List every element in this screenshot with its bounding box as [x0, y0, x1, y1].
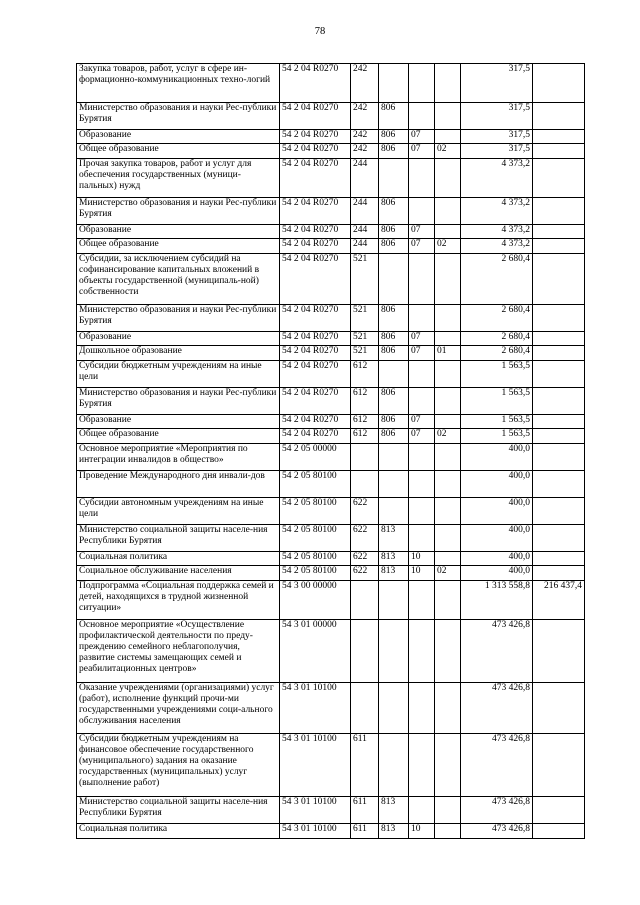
- section-cell: 07: [409, 346, 435, 361]
- amount-extra-cell: [533, 225, 585, 239]
- target-article-cell: 54 2 04 R0270: [280, 159, 351, 198]
- subsection-cell: [435, 64, 461, 103]
- amount-cell: 400,0: [461, 566, 533, 581]
- item-name-cell: Основное мероприятие «Осуществление профилактической деятельности по преду-преждению семейного неблагополучия, развитие системы замещающих семей и реабилитационных центров»: [77, 620, 280, 683]
- amount-cell: 1 563,5: [461, 388, 533, 415]
- ministry-code-cell: 813: [379, 525, 409, 552]
- page-number: 78: [314, 26, 326, 37]
- item-name-cell: Министерство социальной защиты населе-ния Республики Бурятия: [77, 525, 280, 552]
- subsection-cell: [435, 525, 461, 552]
- ministry-code-cell: [379, 498, 409, 525]
- amount-extra-cell: [533, 734, 585, 797]
- subsection-cell: 02: [435, 429, 461, 444]
- amount-cell: 1 313 558,8: [461, 581, 533, 620]
- item-name-cell: Образование: [77, 130, 280, 144]
- target-article-cell: 54 2 05 80100: [280, 525, 351, 552]
- section-cell: 07: [409, 332, 435, 346]
- table-row: [77, 346, 585, 361]
- item-name-cell: Субсидии, за исключением субсидий на софинансирование капитальных вложений в объекты государственной (муниципаль-ной) собственности: [77, 254, 280, 305]
- item-name-cell: Министерство социальной защиты населе-ния Республики Бурятия: [77, 797, 280, 824]
- amount-cell: 473 426,8: [461, 620, 533, 683]
- amount-extra-cell: [533, 388, 585, 415]
- subsection-cell: [435, 388, 461, 415]
- expense-type-cell: [351, 683, 379, 734]
- item-name-cell: Образование: [77, 332, 280, 346]
- section-cell: [409, 198, 435, 225]
- amount-cell: 4 373,2: [461, 239, 533, 254]
- section-cell: [409, 103, 435, 130]
- target-article-cell: 54 2 05 00000: [280, 444, 351, 471]
- amount-extra-cell: [533, 498, 585, 525]
- amount-extra-cell: [533, 64, 585, 103]
- table-row: [77, 444, 585, 471]
- amount-cell: 2 680,4: [461, 254, 533, 305]
- item-name-cell: Социальная политика: [77, 824, 280, 839]
- item-name-cell: Социальное обслуживание населения: [77, 566, 280, 581]
- expense-type-cell: 521: [351, 346, 379, 361]
- ministry-code-cell: [379, 581, 409, 620]
- amount-extra-cell: [533, 415, 585, 429]
- table-row: [77, 225, 585, 239]
- amount-cell: 4 373,2: [461, 159, 533, 198]
- amount-extra-cell: [533, 305, 585, 332]
- section-cell: 07: [409, 144, 435, 159]
- target-article-cell: 54 2 04 R0270: [280, 254, 351, 305]
- amount-cell: 1 563,5: [461, 361, 533, 388]
- table-row: [77, 254, 585, 305]
- amount-extra-cell: [533, 552, 585, 566]
- expense-type-cell: 611: [351, 824, 379, 839]
- expense-type-cell: 622: [351, 566, 379, 581]
- target-article-cell: 54 3 01 10100: [280, 734, 351, 797]
- item-name-cell: Министерство образования и науки Рес-публики Бурятия: [77, 305, 280, 332]
- item-name-cell: Дошкольное образование: [77, 346, 280, 361]
- ministry-code-cell: 806: [379, 332, 409, 346]
- target-article-cell: 54 2 04 R0270: [280, 346, 351, 361]
- subsection-cell: [435, 130, 461, 144]
- target-article-cell: 54 3 01 10100: [280, 797, 351, 824]
- amount-extra-cell: [533, 254, 585, 305]
- item-name-cell: Субсидии бюджетным учреждениям на иные цели: [77, 361, 280, 388]
- section-cell: [409, 581, 435, 620]
- amount-cell: 317,5: [461, 130, 533, 144]
- item-name-cell: Подпрограмма «Социальная поддержка семей и детей, находящихся в трудной жизненной ситуации»: [77, 581, 280, 620]
- expense-type-cell: [351, 620, 379, 683]
- subsection-cell: [435, 734, 461, 797]
- subsection-cell: 02: [435, 144, 461, 159]
- table-row: [77, 471, 585, 498]
- ministry-code-cell: 813: [379, 566, 409, 581]
- amount-extra-cell: [533, 332, 585, 346]
- section-cell: 10: [409, 824, 435, 839]
- target-article-cell: 54 2 04 R0270: [280, 429, 351, 444]
- amount-cell: 473 426,8: [461, 683, 533, 734]
- subsection-cell: [435, 797, 461, 824]
- target-article-cell: 54 2 04 R0270: [280, 103, 351, 130]
- section-cell: [409, 797, 435, 824]
- ministry-code-cell: 806: [379, 103, 409, 130]
- subsection-cell: [435, 159, 461, 198]
- subsection-cell: [435, 471, 461, 498]
- section-cell: 10: [409, 566, 435, 581]
- expense-type-cell: 521: [351, 254, 379, 305]
- section-cell: [409, 525, 435, 552]
- amount-cell: 2 680,4: [461, 346, 533, 361]
- table-row: [77, 581, 585, 620]
- ministry-code-cell: 806: [379, 388, 409, 415]
- amount-cell: 473 426,8: [461, 797, 533, 824]
- subsection-cell: [435, 824, 461, 839]
- amount-extra-cell: [533, 346, 585, 361]
- amount-cell: 400,0: [461, 525, 533, 552]
- ministry-code-cell: [379, 159, 409, 198]
- expense-type-cell: 242: [351, 144, 379, 159]
- target-article-cell: 54 2 04 R0270: [280, 239, 351, 254]
- amount-cell: 400,0: [461, 552, 533, 566]
- target-article-cell: 54 3 00 00000: [280, 581, 351, 620]
- target-article-cell: 54 2 04 R0270: [280, 361, 351, 388]
- amount-extra-cell: [533, 198, 585, 225]
- section-cell: [409, 305, 435, 332]
- item-name-cell: Субсидии автономным учреждениям на иные цели: [77, 498, 280, 525]
- amount-cell: 473 426,8: [461, 734, 533, 797]
- table-row: [77, 64, 585, 103]
- item-name-cell: Социальная политика: [77, 552, 280, 566]
- expense-type-cell: 244: [351, 225, 379, 239]
- expense-type-cell: 244: [351, 239, 379, 254]
- section-cell: [409, 254, 435, 305]
- amount-extra-cell: [533, 683, 585, 734]
- expense-type-cell: 612: [351, 429, 379, 444]
- table-row: [77, 566, 585, 581]
- subsection-cell: 02: [435, 239, 461, 254]
- expense-type-cell: 521: [351, 332, 379, 346]
- section-cell: [409, 620, 435, 683]
- amount-extra-cell: [533, 797, 585, 824]
- amount-extra-cell: [533, 429, 585, 444]
- expense-type-cell: 622: [351, 498, 379, 525]
- amount-cell: 317,5: [461, 103, 533, 130]
- ministry-code-cell: 806: [379, 305, 409, 332]
- amount-extra-cell: [533, 620, 585, 683]
- table-row: [77, 498, 585, 525]
- table-row: [77, 159, 585, 198]
- table-row: [77, 824, 585, 839]
- table-row: [77, 415, 585, 429]
- target-article-cell: 54 3 01 10100: [280, 824, 351, 839]
- subsection-cell: [435, 415, 461, 429]
- item-name-cell: Проведение Международного дня инвали-дов: [77, 471, 280, 498]
- item-name-cell: Общее образование: [77, 239, 280, 254]
- section-cell: [409, 444, 435, 471]
- amount-cell: 4 373,2: [461, 198, 533, 225]
- subsection-cell: [435, 444, 461, 471]
- ministry-code-cell: 806: [379, 429, 409, 444]
- amount-cell: 1 563,5: [461, 429, 533, 444]
- target-article-cell: 54 2 05 80100: [280, 552, 351, 566]
- amount-cell: 400,0: [461, 444, 533, 471]
- ministry-code-cell: 806: [379, 415, 409, 429]
- item-name-cell: Министерство образования и науки Рес-публики Бурятия: [77, 198, 280, 225]
- amount-extra-cell: [533, 471, 585, 498]
- item-name-cell: Основное мероприятие «Мероприятия по интеграции инвалидов в общество»: [77, 444, 280, 471]
- amount-extra-cell: [533, 824, 585, 839]
- subsection-cell: [435, 498, 461, 525]
- amount-cell: 400,0: [461, 498, 533, 525]
- target-article-cell: 54 3 01 00000: [280, 620, 351, 683]
- item-name-cell: Субсидии бюджетным учреждениям на финансовое обеспечение государственного (муниципального) задания на оказание государственных (муниципальных) услуг (выполнение работ): [77, 734, 280, 797]
- section-cell: [409, 683, 435, 734]
- ministry-code-cell: [379, 361, 409, 388]
- amount-cell: 2 680,4: [461, 305, 533, 332]
- amount-extra-cell: [533, 130, 585, 144]
- subsection-cell: [435, 620, 461, 683]
- table-row: [77, 332, 585, 346]
- budget-table: [76, 63, 585, 839]
- amount-cell: 400,0: [461, 471, 533, 498]
- section-cell: [409, 64, 435, 103]
- table-row: [77, 734, 585, 797]
- ministry-code-cell: [379, 683, 409, 734]
- amount-extra-cell: [533, 444, 585, 471]
- ministry-code-cell: 806: [379, 144, 409, 159]
- item-name-cell: Образование: [77, 415, 280, 429]
- ministry-code-cell: 806: [379, 130, 409, 144]
- item-name-cell: Прочая закупка товаров, работ и услуг для обеспечения государственных (муници-пальных) нужд: [77, 159, 280, 198]
- subsection-cell: [435, 683, 461, 734]
- expense-type-cell: 612: [351, 361, 379, 388]
- table-row: [77, 130, 585, 144]
- ministry-code-cell: [379, 620, 409, 683]
- item-name-cell: Общее образование: [77, 429, 280, 444]
- ministry-code-cell: 813: [379, 552, 409, 566]
- expense-type-cell: 612: [351, 415, 379, 429]
- ministry-code-cell: [379, 734, 409, 797]
- target-article-cell: 54 2 05 80100: [280, 471, 351, 498]
- section-cell: [409, 471, 435, 498]
- expense-type-cell: 242: [351, 130, 379, 144]
- amount-extra-cell: 216 437,4: [533, 581, 585, 620]
- target-article-cell: 54 2 04 R0270: [280, 198, 351, 225]
- subsection-cell: [435, 332, 461, 346]
- amount-cell: 317,5: [461, 144, 533, 159]
- subsection-cell: [435, 581, 461, 620]
- target-article-cell: 54 2 04 R0270: [280, 305, 351, 332]
- section-cell: [409, 498, 435, 525]
- expense-type-cell: [351, 444, 379, 471]
- table-row: [77, 239, 585, 254]
- ministry-code-cell: 806: [379, 346, 409, 361]
- ministry-code-cell: 806: [379, 225, 409, 239]
- target-article-cell: 54 2 04 R0270: [280, 388, 351, 415]
- subsection-cell: [435, 198, 461, 225]
- target-article-cell: 54 2 05 80100: [280, 498, 351, 525]
- expense-type-cell: 622: [351, 552, 379, 566]
- table-row: [77, 683, 585, 734]
- table-row: [77, 797, 585, 824]
- amount-extra-cell: [533, 566, 585, 581]
- section-cell: 07: [409, 225, 435, 239]
- target-article-cell: 54 2 04 R0270: [280, 64, 351, 103]
- amount-cell: 1 563,5: [461, 415, 533, 429]
- target-article-cell: 54 2 04 R0270: [280, 415, 351, 429]
- table-row: [77, 429, 585, 444]
- section-cell: 10: [409, 552, 435, 566]
- expense-type-cell: 521: [351, 305, 379, 332]
- ministry-code-cell: [379, 64, 409, 103]
- expense-type-cell: 244: [351, 159, 379, 198]
- amount-extra-cell: [533, 159, 585, 198]
- amount-cell: 473 426,8: [461, 824, 533, 839]
- amount-cell: 4 373,2: [461, 225, 533, 239]
- subsection-cell: [435, 552, 461, 566]
- target-article-cell: 54 2 04 R0270: [280, 225, 351, 239]
- budget-table-body: [77, 64, 585, 839]
- expense-type-cell: [351, 471, 379, 498]
- table-row: [77, 198, 585, 225]
- item-name-cell: Оказание учреждениями (организациями) услуг (работ), исполнение функций прочи-ми государственными учреждениями соци-ального обслуживания населения: [77, 683, 280, 734]
- section-cell: [409, 388, 435, 415]
- table-row: [77, 552, 585, 566]
- expense-type-cell: 611: [351, 734, 379, 797]
- table-row: [77, 361, 585, 388]
- section-cell: 07: [409, 429, 435, 444]
- subsection-cell: 02: [435, 566, 461, 581]
- expense-type-cell: 611: [351, 797, 379, 824]
- ministry-code-cell: [379, 471, 409, 498]
- amount-extra-cell: [533, 525, 585, 552]
- subsection-cell: [435, 225, 461, 239]
- expense-type-cell: 242: [351, 103, 379, 130]
- target-article-cell: 54 2 04 R0270: [280, 332, 351, 346]
- amount-cell: 317,5: [461, 64, 533, 103]
- subsection-cell: [435, 305, 461, 332]
- amount-extra-cell: [533, 103, 585, 130]
- ministry-code-cell: [379, 254, 409, 305]
- ministry-code-cell: [379, 444, 409, 471]
- subsection-cell: [435, 103, 461, 130]
- item-name-cell: Образование: [77, 225, 280, 239]
- table-row: [77, 305, 585, 332]
- table-row: [77, 620, 585, 683]
- expense-type-cell: 244: [351, 198, 379, 225]
- target-article-cell: 54 2 04 R0270: [280, 144, 351, 159]
- section-cell: 07: [409, 130, 435, 144]
- item-name-cell: Общее образование: [77, 144, 280, 159]
- ministry-code-cell: 813: [379, 824, 409, 839]
- table-row: [77, 388, 585, 415]
- ministry-code-cell: 813: [379, 797, 409, 824]
- section-cell: [409, 361, 435, 388]
- expense-type-cell: 622: [351, 525, 379, 552]
- table-row: [77, 525, 585, 552]
- amount-extra-cell: [533, 144, 585, 159]
- section-cell: [409, 734, 435, 797]
- target-article-cell: 54 2 04 R0270: [280, 130, 351, 144]
- section-cell: 07: [409, 239, 435, 254]
- subsection-cell: [435, 254, 461, 305]
- ministry-code-cell: 806: [379, 239, 409, 254]
- target-article-cell: 54 3 01 10100: [280, 683, 351, 734]
- amount-cell: 2 680,4: [461, 332, 533, 346]
- amount-extra-cell: [533, 239, 585, 254]
- expense-type-cell: [351, 581, 379, 620]
- item-name-cell: Закупка товаров, работ, услуг в сфере ин-формационно-коммуникационных техно-логий: [77, 64, 280, 103]
- amount-extra-cell: [533, 361, 585, 388]
- item-name-cell: Министерство образования и науки Рес-публики Бурятия: [77, 388, 280, 415]
- expense-type-cell: 242: [351, 64, 379, 103]
- target-article-cell: 54 2 05 80100: [280, 566, 351, 581]
- expense-type-cell: 612: [351, 388, 379, 415]
- ministry-code-cell: 806: [379, 198, 409, 225]
- subsection-cell: 01: [435, 346, 461, 361]
- subsection-cell: [435, 361, 461, 388]
- section-cell: 07: [409, 415, 435, 429]
- item-name-cell: Министерство образования и науки Рес-публики Бурятия: [77, 103, 280, 130]
- table-row: [77, 103, 585, 130]
- table-row: [77, 144, 585, 159]
- section-cell: [409, 159, 435, 198]
